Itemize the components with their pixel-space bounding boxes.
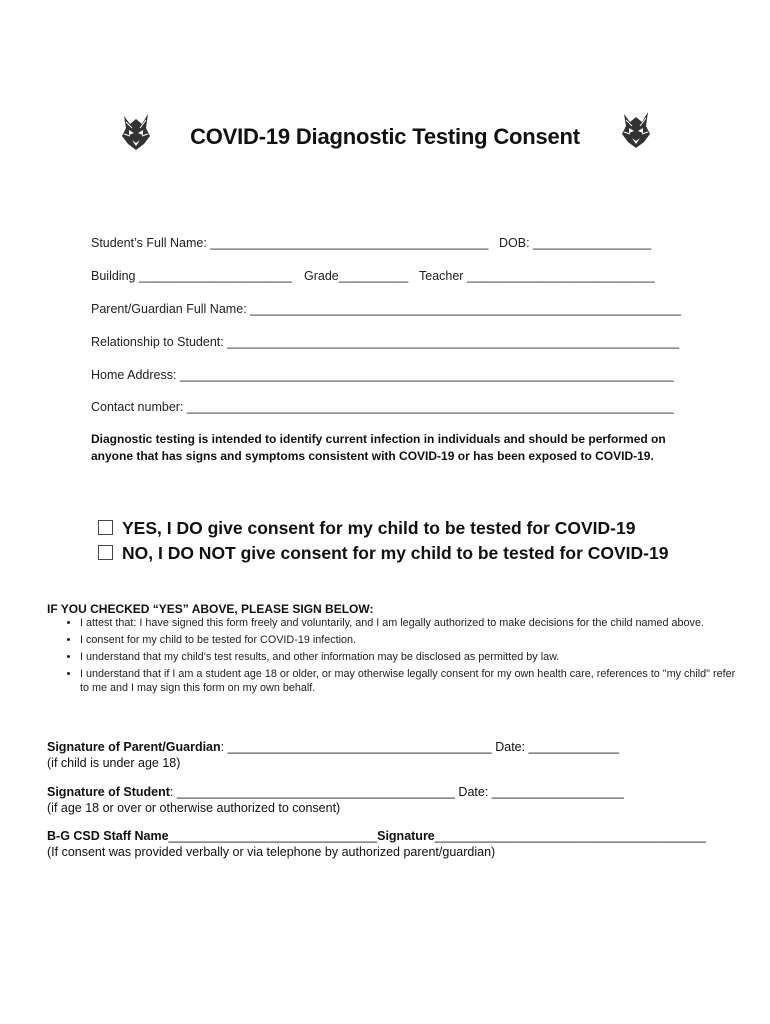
guardian-note: (if child is under age 18) [47, 756, 181, 770]
contact-number-field[interactable]: Contact number: ______________________________________________________________________ [91, 400, 674, 414]
staff-signature-field[interactable] [47, 829, 706, 843]
staff-name-line[interactable]: ______________________________ [168, 829, 378, 843]
list-item: • I understand that my child’s test results, and other information may be disclosed as permitted by law. [80, 650, 740, 664]
student-signature-field[interactable] [47, 785, 624, 799]
guardian-signature-field[interactable] [47, 740, 619, 754]
guardian-name-field[interactable]: Parent/Guardian Full Name: ______________________________________________________________ [91, 302, 682, 316]
list-item: • I understand that if I am a student age 18 or older, or may otherwise legally consent for my own health care, references to "my child" refer to me and I may sign this form on my own behalf. [80, 667, 740, 695]
no-label: NO, I DO NOT give consent for my child to be tested for COVID-19 [122, 543, 669, 563]
student-note: (if age 18 or over or otherwise authorized to consent) [47, 801, 341, 815]
student-signature-line[interactable]: : ________________________________________ Date: ___________________ [169, 785, 624, 799]
home-address-field[interactable]: Home Address: _______________________________________________________________________ [91, 368, 674, 382]
dob-field[interactable]: DOB: _________________ [499, 236, 652, 250]
sign-heading: IF YOU CHECKED “YES” ABOVE, PLEASE SIGN BELOW: [47, 602, 374, 616]
student-signature-label: Signature of Student [47, 785, 170, 799]
page-title: COVID-19 Diagnostic Testing Consent [190, 124, 580, 149]
guardian-signature-label: Signature of Parent/Guardian [47, 740, 221, 754]
staff-signature-label: Signature [377, 829, 435, 843]
staff-note: (If consent was provided verbally or via telephone by authorized parent/guardian) [47, 845, 496, 859]
consent-no-option[interactable] [98, 543, 668, 564]
staff-signature-line[interactable]: _______________________________________ [434, 829, 706, 843]
yes-checkbox[interactable] [98, 520, 113, 535]
staff-name-label: B-G CSD Staff Name [47, 829, 169, 843]
consent-yes-option[interactable] [98, 518, 635, 539]
relationship-field[interactable]: Relationship to Student: _________________________________________________________________ [91, 335, 680, 349]
guardian-signature-line[interactable]: : ______________________________________ Date: _____________ [220, 740, 619, 754]
list-item: • I attest that: I have signed this form freely and voluntarily, and I am legally authorized to make decisions for the child named above. [80, 616, 740, 630]
attestation-list [62, 616, 740, 698]
yes-label: YES, I DO give consent for my child to be tested for COVID-19 [122, 518, 636, 538]
no-checkbox[interactable] [98, 545, 113, 560]
building-field[interactable]: Building ______________________ [91, 269, 292, 283]
testing-notice: Diagnostic testing is intended to identify current infection in individuals and should be performed on anyone that has signs and symptoms consistent with COVID-19 or has been exposed to COVID-19. [91, 432, 666, 463]
grade-field[interactable]: Grade__________ [304, 269, 409, 283]
teacher-field[interactable]: Teacher ___________________________ [419, 269, 655, 283]
student-name-field[interactable]: Student’s Full Name: ________________________________________ [91, 236, 489, 250]
list-item: • I consent for my child to be tested for COVID-19 infection. [80, 633, 740, 647]
